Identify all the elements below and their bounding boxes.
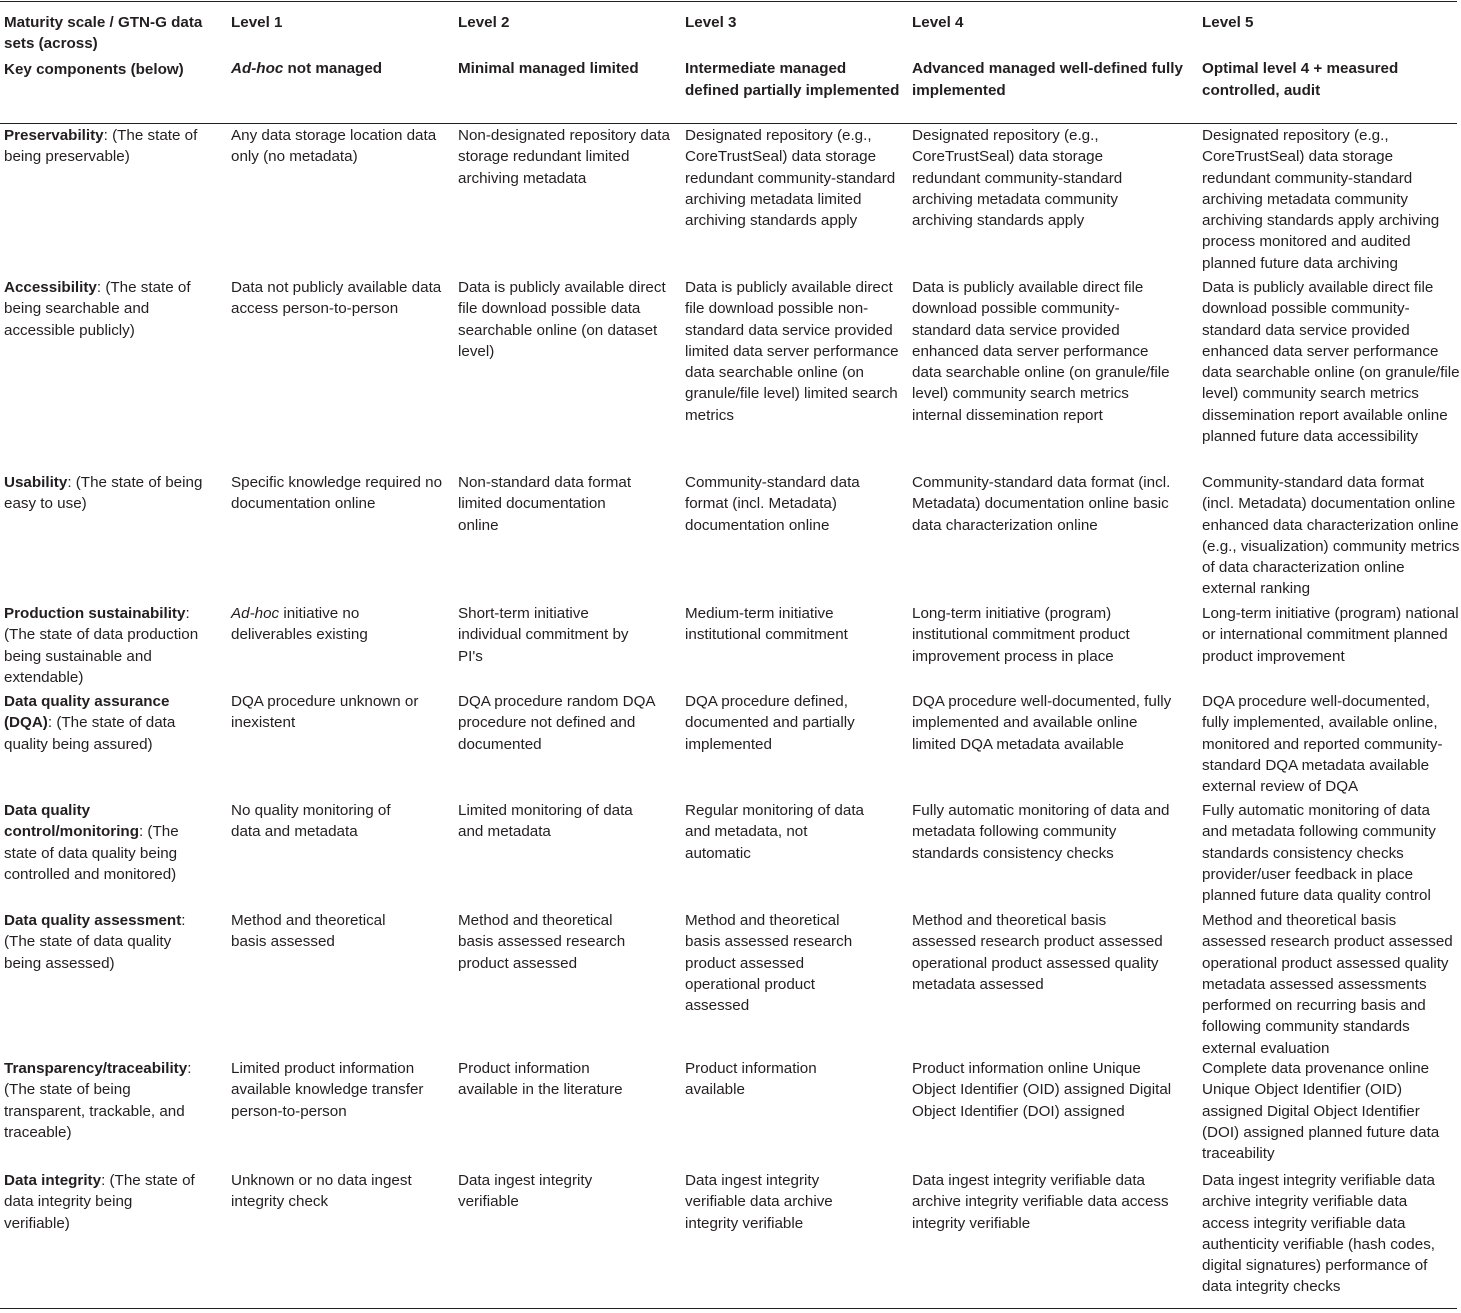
cell-accessibility-level-4: Data is publicly available direct file download possible community-standard data service provided enhanced data server performance data searchable online (on granule/file level) community search metrics internal dissemination report bbox=[912, 279, 1170, 424]
cell-integrity-level-2: Data ingest integrity verifiable bbox=[458, 1172, 593, 1211]
level-2-header bbox=[458, 12, 676, 80]
level-4-header bbox=[912, 12, 1192, 101]
cell-preservability-level-2: Non-designated repository data storage redundant limited archiving metadata bbox=[458, 127, 670, 187]
cell-accessibility-level-3: Data is publicly available direct file download possible non-standard data service provided limited data server performance data searchable online (on granule/file level) limited search metrics bbox=[685, 279, 899, 424]
component-name: Usability bbox=[4, 474, 68, 491]
cell-production-sustainability-level-1: Ad-hoc initiative no deliverables existing bbox=[231, 605, 368, 644]
cell-usability-level-2: Non-standard data format limited documentation online bbox=[458, 474, 632, 534]
component-data-quality-control bbox=[4, 800, 200, 885]
level-3-desc-text: Intermediate managed defined partially implemented bbox=[685, 60, 900, 99]
corner-header-bottom: Key components (below) bbox=[4, 60, 184, 78]
component-data-quality-assessment bbox=[4, 910, 200, 974]
component-name: Data integrity bbox=[4, 1172, 102, 1189]
level-2-desc bbox=[458, 58, 676, 79]
cell-integrity-level-3: Data ingest integrity verifiable data archive integrity verifiable bbox=[685, 1172, 833, 1232]
component-name: Transparency/traceability bbox=[4, 1060, 188, 1077]
level-1-label: Level 1 bbox=[231, 14, 283, 31]
cell-accessibility-level-1: Data not publicly available data access person-to-person bbox=[231, 279, 442, 318]
level-5-label: Level 5 bbox=[1202, 14, 1254, 31]
component-usability bbox=[4, 472, 222, 515]
cell-dqa-level-1: DQA procedure unknown or inexistent bbox=[231, 693, 419, 732]
corner-header bbox=[4, 12, 222, 80]
level-1-desc-text: not managed bbox=[283, 60, 383, 78]
component-name: Preservability bbox=[4, 127, 104, 144]
level-4-desc bbox=[912, 58, 1192, 101]
bottom-rule bbox=[0, 1308, 1457, 1309]
header-rule bbox=[0, 123, 1457, 124]
component-note: : (The state of data quality being controlled and monitored) bbox=[4, 823, 179, 883]
cell-production-sustainability-level-2: Short-term initiative individual commitment by PI's bbox=[458, 605, 629, 665]
cell-dqa-level-5: DQA procedure well-documented, fully implemented, available online, monitored and reported community-standard DQA metadata available external review of DQA bbox=[1202, 693, 1443, 796]
level-1-header bbox=[231, 12, 447, 80]
component-note: : (The state of data quality being assessed) bbox=[4, 912, 186, 972]
cell-dqc-level-4: Fully automatic monitoring of data and metadata following community standards consistency checks bbox=[912, 802, 1170, 862]
component-note: : (The state of being preservable) bbox=[4, 127, 198, 166]
cell-dqc-level-3: Regular monitoring of data and metadata, not automatic bbox=[685, 802, 864, 862]
component-accessibility bbox=[4, 277, 222, 341]
cell-assessment-level-3: Method and theoretical basis assessed research product assessed operational product assessed bbox=[685, 912, 853, 1015]
component-name: Accessibility bbox=[4, 279, 97, 296]
level-1-desc bbox=[231, 58, 447, 79]
cell-integrity-level-1: Unknown or no data ingest integrity check bbox=[231, 1172, 412, 1211]
component-name: Data quality assessment bbox=[4, 912, 182, 929]
component-data-integrity bbox=[4, 1170, 200, 1234]
cell-transparency-level-4: Product information online Unique Object Identifier (OID) assigned Digital Object Identifier (DOI) assigned bbox=[912, 1060, 1172, 1120]
cell-assessment-level-1: Method and theoretical basis assessed bbox=[231, 912, 386, 951]
component-data-quality-assurance bbox=[4, 691, 200, 755]
cell-preservability-level-3: Designated repository (e.g., CoreTrustSeal) data storage redundant community-standard archiving metadata limited archiving standards apply bbox=[685, 127, 896, 230]
level-3-header bbox=[685, 12, 903, 101]
level-3-desc bbox=[685, 58, 903, 101]
cell-transparency-level-2: Product information available in the literature bbox=[458, 1060, 623, 1099]
cell-transparency-level-3: Product information available bbox=[685, 1060, 817, 1099]
cell-transparency-level-5: Complete data provenance online Unique Object Identifier (OID) assigned Digital Object Identifier (DOI) assigned planned future data traceability bbox=[1202, 1060, 1440, 1163]
cell-integrity-level-4: Data ingest integrity verifiable data archive integrity verifiable data access integrity verifiable bbox=[912, 1172, 1169, 1232]
cell-accessibility-level-5: Data is publicly available direct file download possible community-standard data service provided enhanced data server performance data searchable online (on granule/file level) community search metrics dissemination report available online planned future data accessibility bbox=[1202, 279, 1460, 446]
level-5-desc-text: Optimal level 4 + measured controlled, audit bbox=[1202, 60, 1399, 99]
component-transparency bbox=[4, 1058, 200, 1143]
level-2-label: Level 2 bbox=[458, 14, 510, 31]
cell-usability-level-5: Community-standard data format (incl. Metadata) documentation online enhanced data characterization online (e.g., visualization) community metrics of data characterization online external ranking bbox=[1202, 474, 1460, 598]
component-name: Data quality assurance (DQA) bbox=[4, 693, 170, 732]
cell-integrity-level-5: Data ingest integrity verifiable data archive integrity verifiable data access integrity verifiable data authenticity verifiable (hash codes, digital signatures) performance of data integrity checks bbox=[1202, 1172, 1436, 1296]
component-note: : (The state of being transparent, trackable, and traceable) bbox=[4, 1060, 192, 1141]
cell-assessment-level-2: Method and theoretical basis assessed research product assessed bbox=[458, 912, 626, 972]
cell-transparency-level-1: Limited product information available knowledge transfer person-to-person bbox=[231, 1060, 424, 1120]
cell-assessment-level-5: Method and theoretical basis assessed research product assessed operational product assessed quality metadata assessed assessments performed on recurring basis and following community standards external evaluation bbox=[1202, 912, 1453, 1057]
level-1-desc-italic: Ad-hoc bbox=[231, 60, 284, 78]
cell-dqa-level-2: DQA procedure random DQA procedure not defined and documented bbox=[458, 693, 655, 753]
component-note: : (The state of data quality being assured) bbox=[4, 714, 176, 753]
cell-usability-level-3: Community-standard data format (incl. Metadata) documentation online bbox=[685, 474, 860, 534]
cell-production-sustainability-level-5: Long-term initiative (program) national or international commitment planned product improvement bbox=[1202, 605, 1459, 665]
cell-accessibility-level-2: Data is publicly available direct file download possible data searchable online (on dataset level) bbox=[458, 279, 666, 360]
cell-assessment-level-4: Method and theoretical basis assessed research product assessed operational product assessed quality metadata assessed bbox=[912, 912, 1163, 993]
cell-preservability-level-1: Any data storage location data only (no metadata) bbox=[231, 127, 437, 166]
corner-header-top: Maturity scale / GTN-G data sets (across) bbox=[4, 14, 203, 53]
component-preservability bbox=[4, 125, 222, 168]
cell-dqc-level-2: Limited monitoring of data and metadata bbox=[458, 802, 633, 841]
cell-dqc-level-5: Fully automatic monitoring of data and metadata following community standards consistency checks provider/user feedback in place planned future data quality control bbox=[1202, 802, 1436, 905]
level-5-desc bbox=[1202, 58, 1461, 101]
cell-dqa-level-4: DQA procedure well-documented, fully implemented and available online limited DQA metadata available bbox=[912, 693, 1172, 753]
level-4-desc-text: Advanced managed well-defined fully implemented bbox=[912, 60, 1183, 99]
cell-preservability-level-4: Designated repository (e.g., CoreTrustSeal) data storage redundant community-standard archiving metadata community archiving standards apply bbox=[912, 127, 1123, 230]
cell-production-sustainability-level-4: Long-term initiative (program) institutional commitment product improvement process in place bbox=[912, 605, 1130, 665]
component-note: : (The state of data integrity being verifiable) bbox=[4, 1172, 195, 1232]
cell-usability-level-4: Community-standard data format (incl. Metadata) documentation online basic data characterization online bbox=[912, 474, 1171, 534]
component-name: Data quality control/monitoring bbox=[4, 802, 139, 841]
component-name: Production sustainability bbox=[4, 605, 186, 622]
cell-preservability-level-5: Designated repository (e.g., CoreTrustSeal) data storage redundant community-standard archiving metadata community archiving standards apply archiving process monitored and audited planned future data archiving bbox=[1202, 127, 1440, 272]
cell-dqc-level-1: No quality monitoring of data and metadata bbox=[231, 802, 391, 841]
top-rule bbox=[0, 1, 1457, 2]
level-4-label: Level 4 bbox=[912, 14, 964, 31]
level-5-header bbox=[1202, 12, 1461, 101]
cell-dqa-level-3: DQA procedure defined, documented and partially implemented bbox=[685, 693, 855, 753]
component-note: : (The state of data production being sustainable and extendable) bbox=[4, 605, 199, 686]
component-note: : (The state of being easy to use) bbox=[4, 474, 203, 513]
component-production-sustainability bbox=[4, 603, 200, 688]
cell-usability-level-1: Specific knowledge required no documentation online bbox=[231, 474, 443, 513]
cell-production-sustainability-level-3: Medium-term initiative institutional commitment bbox=[685, 605, 848, 644]
level-3-label: Level 3 bbox=[685, 14, 737, 31]
level-2-desc-text: Minimal managed limited bbox=[458, 60, 639, 78]
component-note: : (The state of being searchable and accessible publicly) bbox=[4, 279, 191, 339]
